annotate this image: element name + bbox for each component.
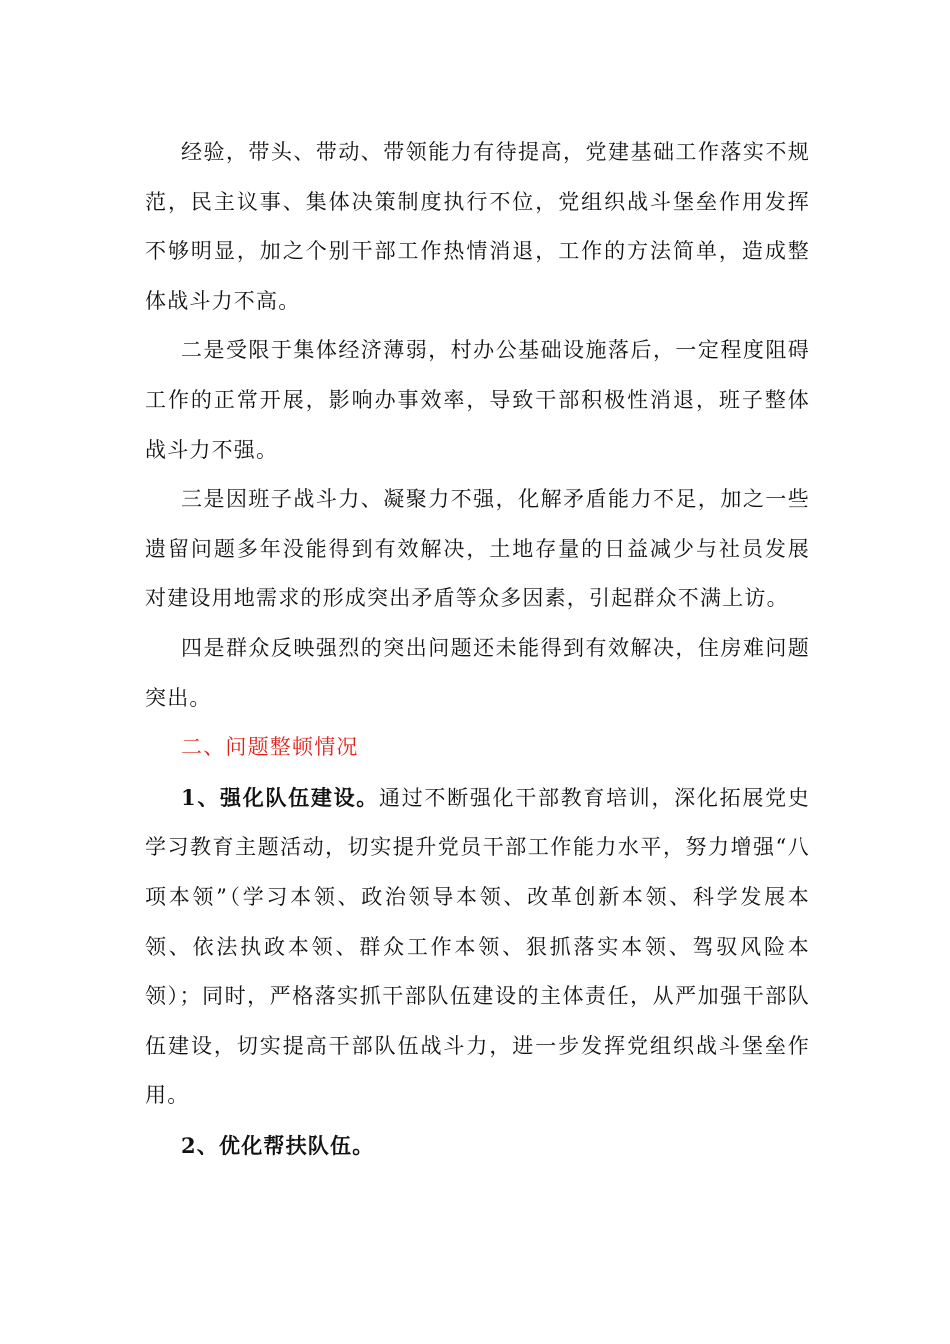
item-one-lead: 1、强化队伍建设。 (181, 784, 379, 810)
item-two-lead: 2、优化帮扶队伍。 (181, 1132, 375, 1158)
section-heading: 二、问题整顿情况 (181, 735, 359, 760)
paragraph-continuation: 经验，带头、带动、带领能力有待提高，党建基础工作落实不规范，民主议事、集体决策制度执行不位，党组织战斗堡垒作用发挥不够明显，加之个别干部工作热情消退，工作的方法简单，造成整体战斗力不高。 (145, 140, 810, 313)
item-two (145, 1121, 810, 1172)
paragraph-point-three: 三是因班子战斗力、凝聚力不强，化解矛盾能力不足，加之一些遗留问题多年没能得到有效解决，土地存量的日益减少与社员发展对建设用地需求的形成突出矛盾等众多因素，引起群众不满上访。 (145, 487, 810, 611)
paragraph-point-two: 二是受限于集体经济薄弱，村办公基础设施落后，一定程度阻碍工作的正常开展，影响办事效率，导致干部积极性消退，班子整体战斗力不强。 (145, 338, 810, 462)
document-body (145, 128, 810, 1171)
item-one (145, 773, 810, 1121)
paragraph-point-four: 四是群众反映强烈的突出问题还未能得到有效解决，住房难问题突出。 (145, 635, 810, 710)
item-one-body: 通过不断强化干部教育培训，深化拓展党史学习教育主题活动，切实提升党员干部工作能力水平，努力增强“八项本领”（学习本领、政治领导本领、改革创新本领、科学发展本领、依法执政本领、群众工作本领、狠抓落实本领、驾驭风险本领）；同时，严格落实抓干部队伍建设的主体责任，从严加强干部队伍建设，切实提高干部队伍战斗力，进一步发挥党组织战斗堡垒作用。 (145, 785, 810, 1108)
